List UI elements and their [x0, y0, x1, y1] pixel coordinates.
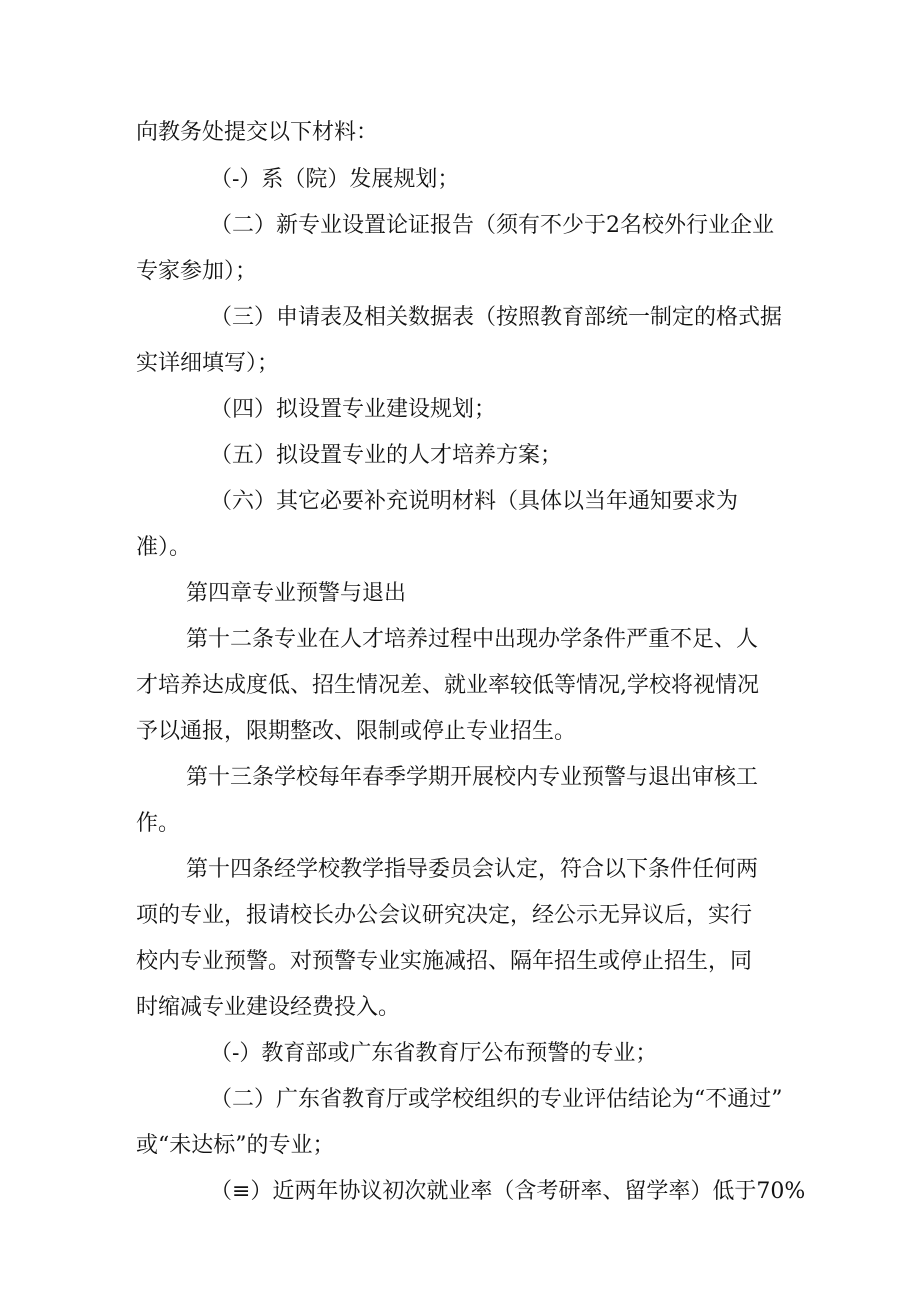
article-14-line-1: 第十四条经学校教学指导委员会认定，符合以下条件任何两 — [186, 857, 759, 882]
chapter-heading: 第四章专业预警与退出 — [186, 581, 407, 606]
paragraph-line: 向教务处提交以下材料： — [136, 120, 379, 145]
article-14-line-2: 项的专业，报请校长办公会议研究决定，经公示无异议后，实行 — [136, 903, 753, 928]
article-14-line-3: 校内专业预警。对预警专业实施减招、隔年招生或停止招生，同 — [136, 949, 753, 974]
list-item-2: （二）新专业设置论证报告（须有不少于2名校外行业企业 — [210, 213, 774, 238]
list-item-1: （-）系（院）发展规划； — [210, 167, 460, 192]
list-item-2-continuation: 专家参加）； — [136, 259, 258, 284]
list-item-4: （四）拟设置专业建设规划； — [210, 397, 497, 422]
list-item-6: （六）其它必要补充说明材料（具体以当年通知要求为 — [210, 489, 739, 514]
list-item-6-continuation: 准）。 — [136, 535, 192, 560]
list-item-3: （三）申请表及相关数据表（按照教育部统一制定的格式据 — [210, 305, 783, 330]
article-12-line-2: 才培养达成度低、招生情况差、就业率较低等情况,学校将视情况 — [136, 673, 759, 698]
condition-item-1: （-）教育部或广东省教育厅公布预警的专业； — [210, 1041, 658, 1066]
article-13-line-2: 作。 — [136, 811, 181, 836]
article-12-line-1: 第十二条专业在人才培养过程中出现办学条件严重不足、人 — [186, 627, 759, 652]
condition-item-2: （二）广东省教育厅或学校组织的专业评估结论为“不通过” — [210, 1087, 783, 1112]
condition-item-3: （≡）近两年协议初次就业率（含考研率、留学率）低于70% — [210, 1179, 806, 1204]
list-item-3-continuation: 实详细填写）； — [136, 351, 280, 376]
article-14-line-4: 时缩减专业建设经费投入。 — [136, 995, 401, 1020]
condition-item-2-continuation: 或“未达标”的专业； — [136, 1133, 335, 1158]
article-13-line-1: 第十三条学校每年春季学期开展校内专业预警与退出审核工 — [186, 765, 759, 790]
list-item-5: （五）拟设置专业的人才培养方案； — [210, 443, 563, 468]
article-12-line-3: 予以通报，限期整改、限制或停止专业招生。 — [136, 719, 577, 744]
